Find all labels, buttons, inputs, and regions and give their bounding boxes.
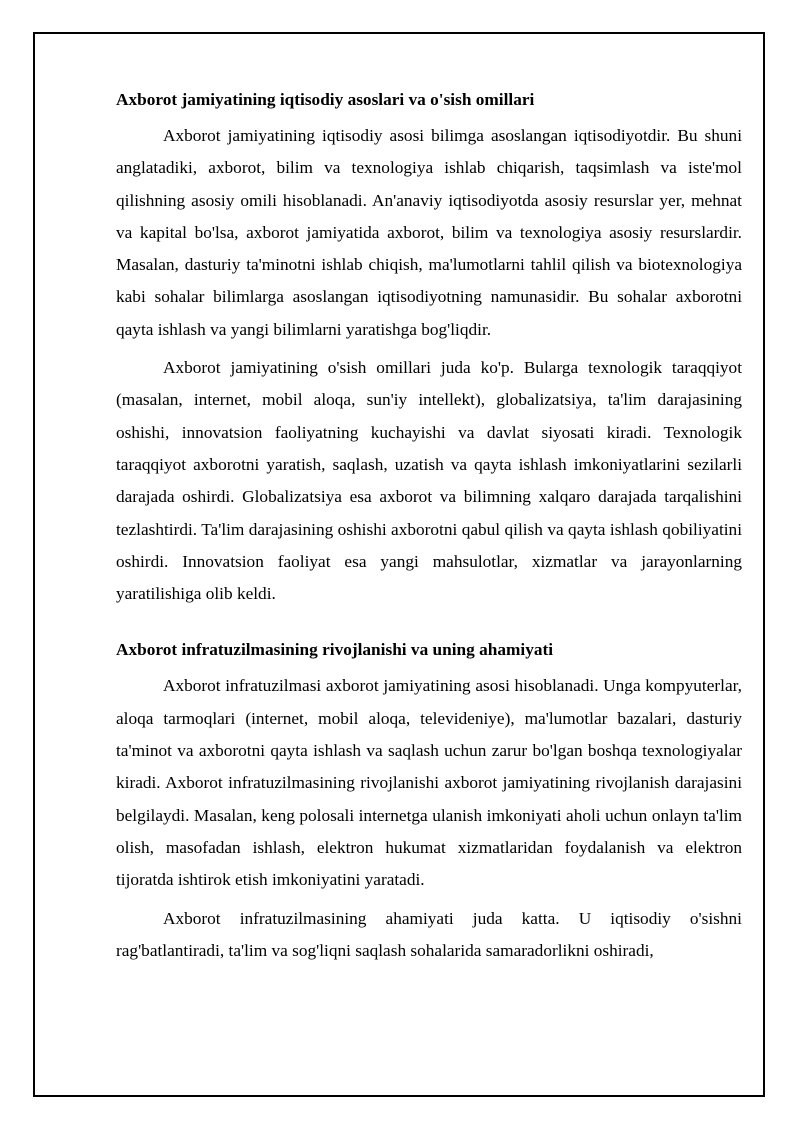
section-heading: Axborot jamiyatining iqtisodiy asoslari va o'sish omillari [116,90,535,109]
paragraph: Axborot infratuzilmasining ahamiyati juda katta. U iqtisodiy o'sishni rag'batlantiradi, ta'lim va sog'liqni saqlash sohalarida samaradorlikni oshiradi, [116,908,742,960]
section-heading: Axborot infratuzilmasining rivojlanishi va uning ahamiyati [116,640,554,660]
document-body [116,84,742,967]
paragraph: Axborot jamiyatining o'sish omillari juda ko'p. Bularga texnologik taraqqiyot (masalan, internet, mobil aloqa, sun'iy intellekt), globalizatsiya, ta'lim darajasining oshishi, innovatsion faoliyatning kuchayishi va davlat siyosati kiradi. Texnologik taraqqiyot axborotni yaratish, saqlash, uzatish va qayta ishlash imkoniyatlarini sezilarli darajada oshirdi. Globalizatsiya esa axborot va bilimning xalqaro darajada tarqalishini tezlashtirdi. Ta'lim darajasining oshishi axborotni qabul qilish va qayta ishlash qobiliyatini oshirdi. Innovatsion faoliyat esa yangi mahsulotlar, xizmatlar va jarayonlarning yaratilishiga olib keldi. [116,358,742,604]
paragraph: Axborot infratuzilmasi axborot jamiyatining asosi hisoblanadi. Unga kompyuterlar, aloqa tarmoqlari (internet, mobil aloqa, televideniye), ma'lumotlar bazalari, dasturiy ta'minot va axborotni qayta ishlash va saqlash uchun zarur bo'lgan boshqa texnologiyalar kiradi. Axborot infratuzilmasining rivojlanishi axborot jamiyatining rivojlanish darajasini belgilaydi. Masalan, keng polosali internetga ulanish imkoniyati aholi uchun onlayn ta'lim olish, masofadan ishlash, elektron hukumat xizmatlaridan foydalanish va elektron tijoratda ishtirok etish imkoniyatini yaratadi. [116,676,742,890]
paragraph: Axborot jamiyatining iqtisodiy asosi bilimga asoslangan iqtisodiyotdir. Bu shuni anglatadiki, axborot, bilim va texnologiya ishlab chiqarish, taqsimlash va iste'mol qilishning asosiy omili hisoblanadi. An'anaviy iqtisodiyotda asosiy resurslar yer, mehnat va kapital bo'lsa, axborot jamiyatida axborot, bilim va texnologiya asosiy resurslardir. Masalan, dasturiy ta'minotni ishlab chiqish, ma'lumotlarni tahlil qilish va biotexnologiya kabi sohalar bilimlarga asoslangan iqtisodiyotning namunasidir. Bu sohalar axborotni qayta ishlash va yangi bilimlarni yaratishga bog'liqdir. [116,126,742,339]
